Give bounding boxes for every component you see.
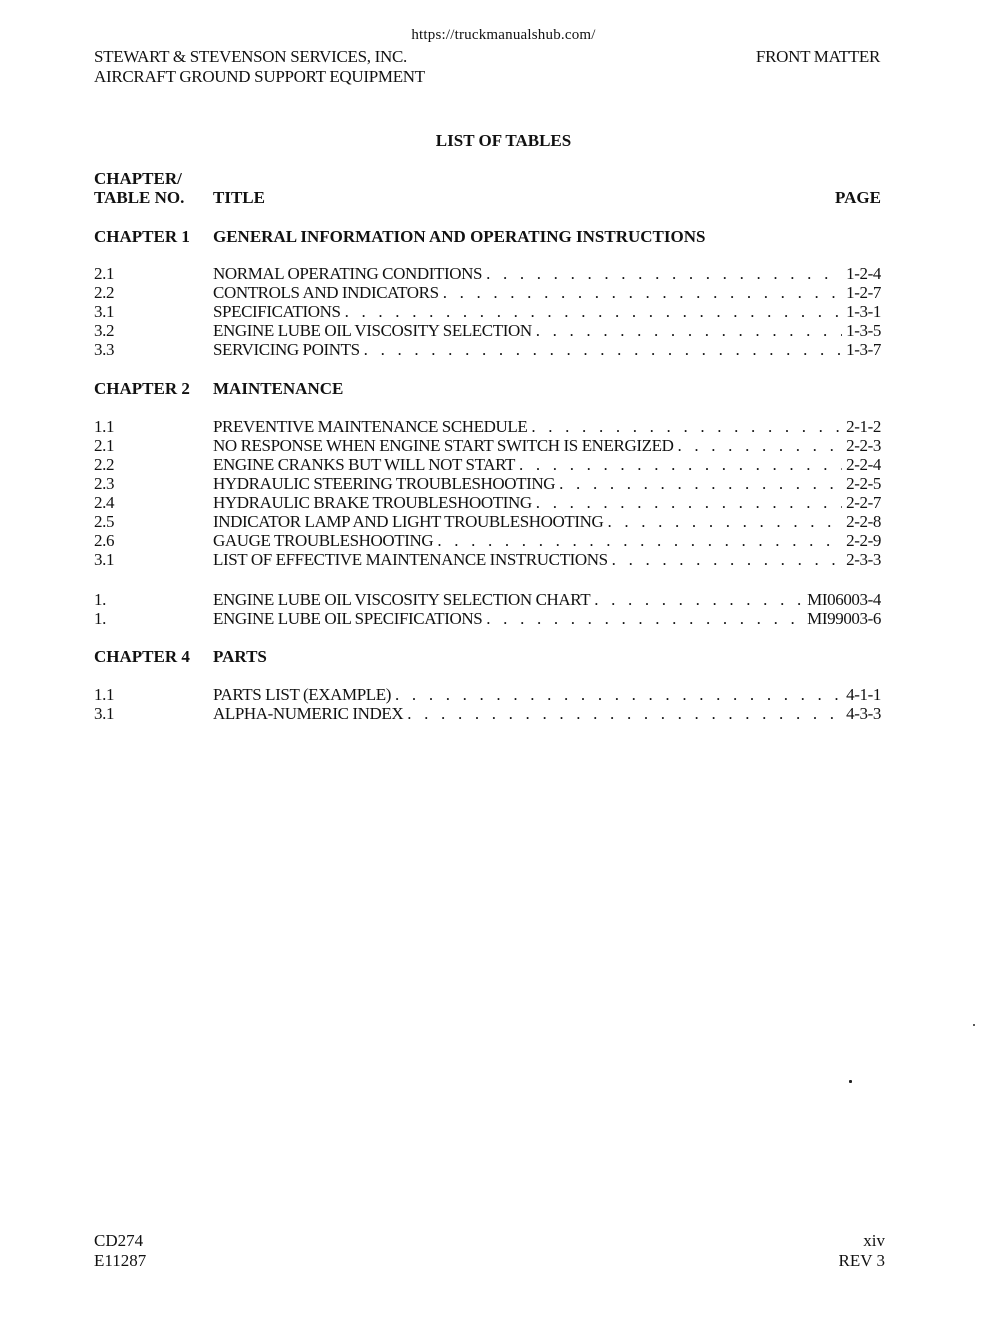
table-number: 3.1 [94,550,115,569]
table-number: 2.2 [94,455,115,474]
page-ref: 4-3-3 [846,704,881,723]
table-title: ALPHA-NUMERIC INDEX [213,704,404,723]
page-ref: 2-2-4 [846,455,881,474]
table-number: 2.2 [94,283,115,302]
table-title: PREVENTIVE MAINTENANCE SCHEDULE [213,417,528,436]
page-ref: 2-2-5 [846,474,881,493]
page-ref: 1-3-5 [846,321,881,340]
document-code: CD274 [94,1231,144,1250]
table-title: HYDRAULIC STEERING TROUBLESHOOTING [213,474,556,493]
table-title: NORMAL OPERATING CONDITIONS [213,264,483,283]
table-title: GAUGE TROUBLESHOOTING [213,531,434,550]
number-header-line1: CHAPTER/ [94,169,182,188]
scan-speck [849,1080,852,1083]
dot-leader [364,340,843,359]
page-ref: 1-3-1 [846,302,881,321]
table-title: PARTS LIST (EXAMPLE) [213,685,392,704]
table-title: HYDRAULIC BRAKE TROUBLESHOOTING [213,493,532,512]
list-item[interactable] [94,321,881,340]
list-item[interactable] [94,417,881,436]
dot-leader [486,609,803,628]
dot-leader [519,455,842,474]
table-number: 2.1 [94,264,115,283]
table-number: 2.5 [94,512,115,531]
table-number: 2.6 [94,531,115,550]
dot-leader [531,417,842,436]
page-ref: 1-2-7 [846,283,881,302]
table-title: INDICATOR LAMP AND LIGHT TROUBLESHOOTING [213,512,604,531]
source-url[interactable]: https://truckmanualshub.com/ [411,27,596,43]
page-ref: 1-2-4 [846,264,881,283]
scan-speck [973,1024,975,1026]
dot-leader [443,283,842,302]
table-number: 2.3 [94,474,115,493]
list-item[interactable] [94,512,881,531]
table-number: 3.2 [94,321,115,340]
page-ref: 2-3-3 [846,550,881,569]
chapter-title: GENERAL INFORMATION AND OPERATING INSTRUCTIONS [213,227,706,246]
dot-leader [395,685,842,704]
chapter-number: CHAPTER 4 [94,647,190,666]
page-ref: 4-1-1 [846,685,881,704]
table-title: SPECIFICATIONS [213,302,341,321]
document-number: E11287 [94,1251,147,1270]
list-item[interactable] [94,436,881,455]
number-column-header [94,169,214,207]
table-list [94,264,881,359]
chapter-number: CHAPTER 1 [94,227,190,246]
company-division: AIRCRAFT GROUND SUPPORT EQUIPMENT [94,67,425,86]
table-list [94,590,881,628]
dot-leader [612,550,843,569]
table-title: ENGINE LUBE OIL VISCOSITY SELECTION [213,321,532,340]
table-title: NO RESPONSE WHEN ENGINE START SWITCH IS ENERGIZED [213,436,674,455]
dot-leader [607,512,842,531]
table-title: CONTROLS AND INDICATORS [213,283,439,302]
page-ref: 2-1-2 [846,417,881,436]
table-list [94,685,881,723]
footer-page-info [839,1231,885,1271]
list-item[interactable] [94,264,881,283]
list-item[interactable] [94,609,881,628]
table-number: 2.4 [94,493,115,512]
table-number: 3.1 [94,302,115,321]
table-list [94,417,881,569]
table-title: LIST OF EFFECTIVE MAINTENANCE INSTRUCTIONS [213,550,608,569]
page-ref: 2-2-7 [846,493,881,512]
dot-leader [536,493,842,512]
list-item[interactable] [94,704,881,723]
dot-leader [437,531,842,550]
page-ref: 2-2-3 [846,436,881,455]
list-item[interactable] [94,455,881,474]
company-header [94,47,425,87]
list-item[interactable] [94,685,881,704]
page-ref: MI06003-4 [807,590,881,609]
table-number: 1. [94,590,106,609]
table-number: 1.1 [94,417,115,436]
list-item[interactable] [94,550,881,569]
dot-leader [407,704,842,723]
list-item[interactable] [94,531,881,550]
chapter-title: PARTS [213,647,267,666]
table-number: 3.3 [94,340,115,359]
list-item[interactable] [94,283,881,302]
page-ref: 1-3-7 [846,340,881,359]
page-ref: MI99003-6 [807,609,881,628]
page-ref: 2-2-9 [846,531,881,550]
footer-document-ids [94,1231,146,1271]
page-number: xiv [863,1231,885,1250]
table-number: 1. [94,609,106,628]
list-item[interactable] [94,302,881,321]
table-title: SERVICING POINTS [213,340,360,359]
dot-leader [486,264,842,283]
list-item[interactable] [94,590,881,609]
list-item[interactable] [94,493,881,512]
chapter-number: CHAPTER 2 [94,379,190,398]
page-title: LIST OF TABLES [435,131,572,150]
dot-leader [536,321,842,340]
dot-leader [559,474,842,493]
company-name: STEWART & STEVENSON SERVICES, INC. [94,47,407,66]
dot-leader [677,436,842,455]
list-item[interactable] [94,340,881,359]
chapter-title: MAINTENANCE [213,379,344,398]
table-number: 3.1 [94,704,115,723]
revision-label: REV 3 [838,1251,885,1270]
table-number: 2.1 [94,436,115,455]
dot-leader [594,590,803,609]
table-number: 1.1 [94,685,115,704]
table-title: ENGINE LUBE OIL VISCOSITY SELECTION CHART [213,590,591,609]
table-title: ENGINE LUBE OIL SPECIFICATIONS [213,609,483,628]
section-name: FRONT MATTER [755,47,880,66]
list-item[interactable] [94,474,881,493]
page-ref: 2-2-8 [846,512,881,531]
dot-leader [345,302,843,321]
page-column-header: PAGE [835,188,881,207]
title-column-header: TITLE [213,188,265,207]
number-header-line2: TABLE NO. [94,188,185,207]
table-title: ENGINE CRANKS BUT WILL NOT START [213,455,515,474]
